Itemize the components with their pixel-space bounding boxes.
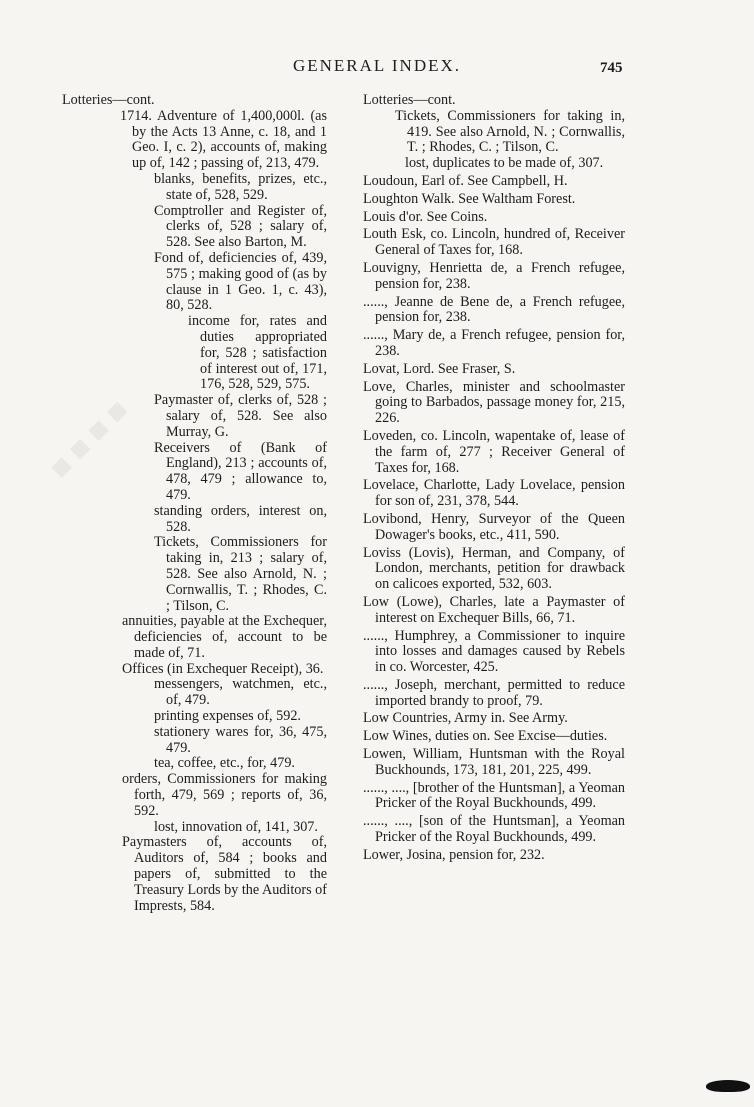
index-entry: Offices (in Exchequer Receipt), 36. xyxy=(122,660,324,677)
index-entry: ......, Mary de, a French refugee, pension for, 238. xyxy=(363,327,625,359)
index-entry: lost, duplicates to be made of, 307. xyxy=(405,155,604,172)
index-entry: Paymasters of, accounts of, Auditors of, 584 ; books and papers of, submitted to the Treasury Lords by the Auditors of Imprests, 584. xyxy=(122,834,327,914)
index-entry: ......, ...., [brother of the Huntsman], a Yeoman Pricker of the Royal Buckhounds, 499. xyxy=(363,779,625,812)
index-entry: printing expenses of, 592. xyxy=(154,708,301,725)
index-entry: ......, Humphrey, a Commissioner to inquire into losses and damages caused by Rebels in co. Worcester, 425. xyxy=(363,627,625,676)
index-entry: orders, Commissioners for making forth, 479, 569 ; reports of, 36, 592. xyxy=(122,771,327,819)
index-entry: 1714. Adventure of 1,400,000l. (as by the Acts 13 Anne, c. 18, and 1 Geo. I, c. 2), accounts of, making up of, 142 ; passing of, 213, 479. xyxy=(120,107,327,172)
index-entry: ......, Jeanne de Bene de, a French refugee, pension for, 238. xyxy=(363,293,625,326)
left-column xyxy=(62,93,327,914)
index-entry: Tickets, Commissioners for taking in, 419. See also Arnold, N. ; Cornwallis, T. ; Rhodes, C. ; Tilson, C. xyxy=(395,107,625,156)
index-entry: annuities, payable at the Exchequer, deficiencies of, account to be made of, 71. xyxy=(122,613,327,661)
index-entry: Low (Lowe), Charles, late a Paymaster of interest on Exchequer Bills, 66, 71. xyxy=(363,593,625,626)
index-entry: Receivers of (Bank of England), 213 ; accounts of, 478, 479 ; allowance to, 479. xyxy=(154,439,327,503)
index-entry: Lovat, Lord. See Fraser, S. xyxy=(363,360,516,377)
index-entry: Lovibond, Henry, Surveyor of the Queen Dowager's books, etc., 411, 590. xyxy=(363,510,625,543)
index-entry: stationery wares for, 36, 475, 479. xyxy=(154,723,327,756)
index-entry: tea, coffee, etc., for, 479. xyxy=(154,755,295,772)
index-entry: blanks, benefits, prizes, etc., state of, 528, 529. xyxy=(154,170,327,203)
index-entry: Loveden, co. Lincoln, wapentake of, lease of the farm of, 277 ; Receiver General of Taxes for, 168. xyxy=(363,427,625,476)
index-entry: Louvigny, Henrietta de, a French refugee, pension for, 238. xyxy=(363,259,625,292)
index-entry: Lower, Josina, pension for, 232. xyxy=(363,846,545,863)
index-entry: Lovelace, Charlotte, Lady Lovelace, pension for son of, 231, 378, 544. xyxy=(363,477,625,510)
index-entry: Paymaster of, clerks of, 528 ; salary of, 528. See also Murray, G. xyxy=(154,392,327,440)
index-entry: lost, innovation of, 141, 307. xyxy=(154,818,318,835)
index-entry: ......, ...., [son of the Huntsman], a Yeoman Pricker of the Royal Buckhounds, 499. xyxy=(363,813,625,846)
watermark-left: ■■■■ xyxy=(43,388,141,486)
index-entry: Low Countries, Army in. See Army. xyxy=(363,710,568,727)
index-entry: Louth Esk, co. Lincoln, hundred of, Receiver General of Taxes for, 168. xyxy=(363,226,625,259)
index-entry: Tickets, Commissioners for taking in, 213 ; salary of, 528. See also Arnold, N. ; Cornwallis, T. ; Rhodes, C. ; Tilson, C. xyxy=(154,534,327,614)
right-column xyxy=(363,93,625,864)
index-entry: ......, Joseph, merchant, permitted to reduce imported brandy to proof, 79. xyxy=(363,676,625,709)
index-entry: Lowen, William, Huntsman with the Royal Buckhounds, 173, 181, 201, 225, 499. xyxy=(363,746,625,778)
index-entry: Lotteries—cont. xyxy=(363,92,456,108)
index-entry: standing orders, interest on, 528. xyxy=(154,502,327,535)
page-number: 745 xyxy=(600,60,623,76)
ink-smudge xyxy=(706,1080,750,1092)
index-entry: income for, rates and duties appropriated for, 528 ; satisfaction of interest out of, 171, 176, 528, 529, 575. xyxy=(188,313,327,393)
index-entry: Lotteries—cont. xyxy=(62,92,155,108)
index-entry: Loughton Walk. See Waltham Forest. xyxy=(363,190,576,207)
index-entry: Loviss (Lovis), Herman, and Company, of London, merchants, petition for drawback on calicoes exported, 532, 603. xyxy=(363,544,625,593)
index-entry: Loudoun, Earl of. See Campbell, H. xyxy=(363,172,568,189)
index-entry: Love, Charles, minister and schoolmaster going to Barbados, passage money for, 215, 226. xyxy=(363,378,625,427)
index-entry: messengers, watchmen, etc., of, 479. xyxy=(154,676,327,709)
index-entry: Low Wines, duties on. See Excise—duties. xyxy=(363,728,608,745)
index-entry: Comptroller and Register of, clerks of, 528 ; salary of, 528. See also Barton, M. xyxy=(154,202,327,251)
page-title: GENERAL INDEX. xyxy=(292,56,462,75)
index-entry: Louis d'or. See Coins. xyxy=(363,208,488,225)
index-entry: Fond of, deficiencies of, 439, 575 ; making good of (as by clause in 1 Geo. 1, c. 43), 80, 528. xyxy=(154,249,327,314)
